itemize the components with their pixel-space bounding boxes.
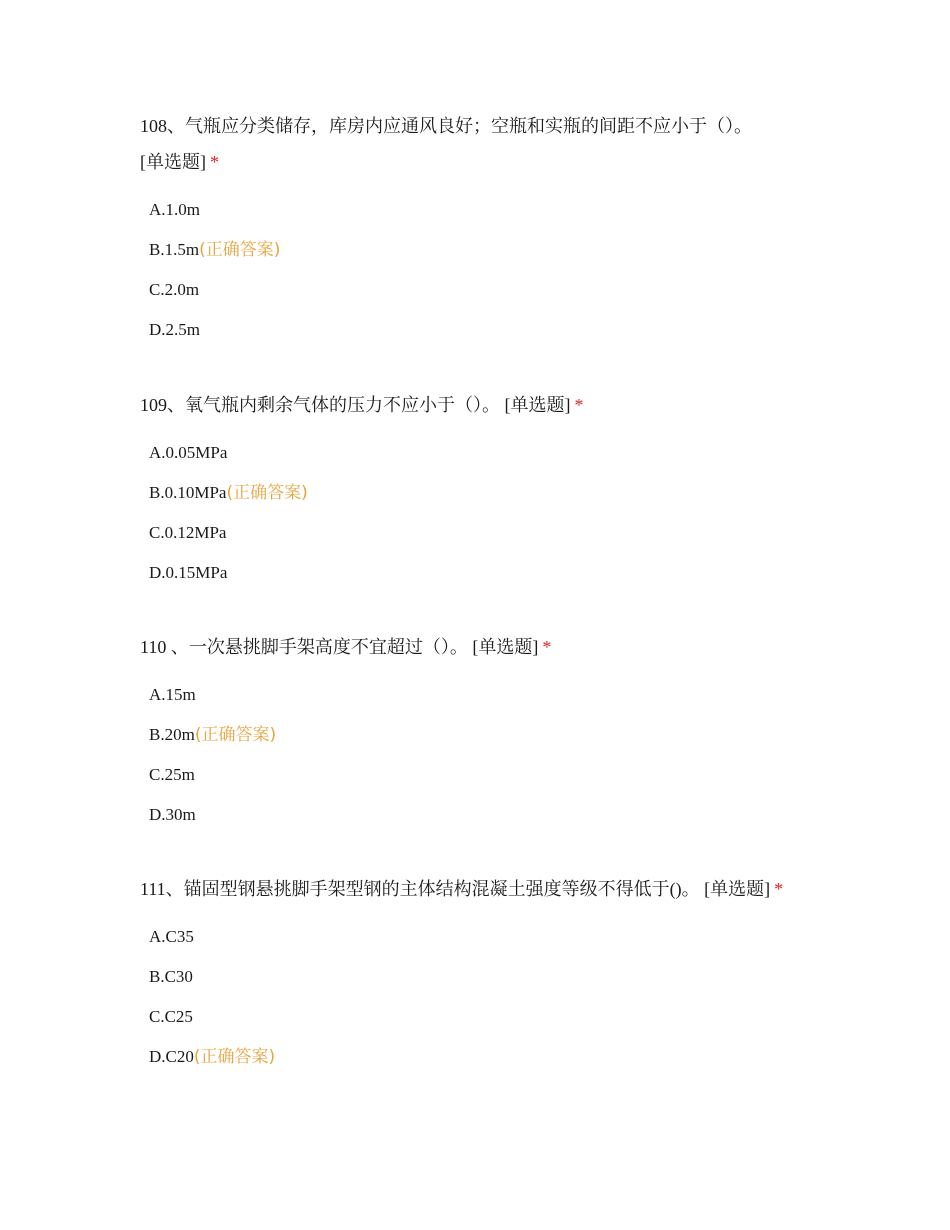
question-text: 109、氧气瓶内剩余气体的压力不应小于（）。 <box>140 395 500 415</box>
option-b <box>149 715 820 755</box>
option-label: B.0.10MPa <box>149 483 227 502</box>
option-label: C.2.0m <box>149 280 200 299</box>
option-d <box>149 1037 820 1077</box>
option-label: D.30m <box>149 805 196 824</box>
correct-answer-tag: (正确答案) <box>193 1047 276 1067</box>
option-label: D.2.5m <box>149 320 200 339</box>
option-list <box>149 675 820 835</box>
option-c <box>149 755 820 795</box>
option-a <box>149 190 820 230</box>
question-title-line <box>140 387 820 423</box>
question-type-label: [单选题] <box>504 395 571 415</box>
option-label: D.0.15MPa <box>149 563 228 582</box>
option-c <box>149 513 820 553</box>
option-label: B.1.5m <box>149 240 200 259</box>
option-label: D.C20 <box>149 1047 194 1066</box>
option-label: A.15m <box>149 685 196 704</box>
option-b <box>149 957 820 997</box>
question-text: 111、锚固型钢悬挑脚手架型钢的主体结构混凝土强度等级不得低于()。 <box>140 879 700 899</box>
option-a <box>149 675 820 715</box>
correct-answer-tag: (正确答案) <box>226 483 308 503</box>
required-marker: * <box>210 152 219 172</box>
question-text: 108、气瓶应分类储存，库房内应通风良好；空瓶和实瓶的间距不应小于（）。 <box>140 116 752 136</box>
question-type-line <box>140 144 820 180</box>
option-list <box>149 433 820 593</box>
option-c <box>149 997 820 1037</box>
correct-answer-tag: (正确答案) <box>199 240 281 260</box>
option-d <box>149 310 820 350</box>
option-label: B.20m <box>149 725 195 744</box>
correct-answer-tag: (正确答案) <box>194 725 277 745</box>
option-label: C.0.12MPa <box>149 523 227 542</box>
required-marker: * <box>774 879 784 899</box>
option-label: C.C25 <box>149 1007 193 1026</box>
question-title-line <box>140 871 820 907</box>
option-a <box>149 917 820 957</box>
option-list <box>149 917 820 1077</box>
option-label: A.C35 <box>149 927 194 946</box>
question-110 <box>140 629 820 835</box>
option-label: A.1.0m <box>149 200 200 219</box>
question-title-line <box>140 629 820 665</box>
option-d <box>149 553 820 593</box>
question-108 <box>140 108 820 350</box>
option-d <box>149 795 820 835</box>
option-list <box>149 190 820 350</box>
question-109 <box>140 387 820 593</box>
required-marker: * <box>542 637 552 657</box>
question-111 <box>140 871 820 1077</box>
option-a <box>149 433 820 473</box>
option-c <box>149 270 820 310</box>
question-text: 110 、一次悬挑脚手架高度不宜超过（）。 <box>140 637 468 657</box>
option-label: B.C30 <box>149 967 193 986</box>
question-type-label: [单选题] <box>704 879 771 899</box>
option-b <box>149 473 820 513</box>
question-type-label: [单选题] <box>472 637 539 657</box>
question-type-label: [单选题] <box>140 152 206 172</box>
option-label: A.0.05MPa <box>149 443 228 462</box>
required-marker: * <box>574 395 584 415</box>
option-b <box>149 230 820 270</box>
option-label: C.25m <box>149 765 195 784</box>
